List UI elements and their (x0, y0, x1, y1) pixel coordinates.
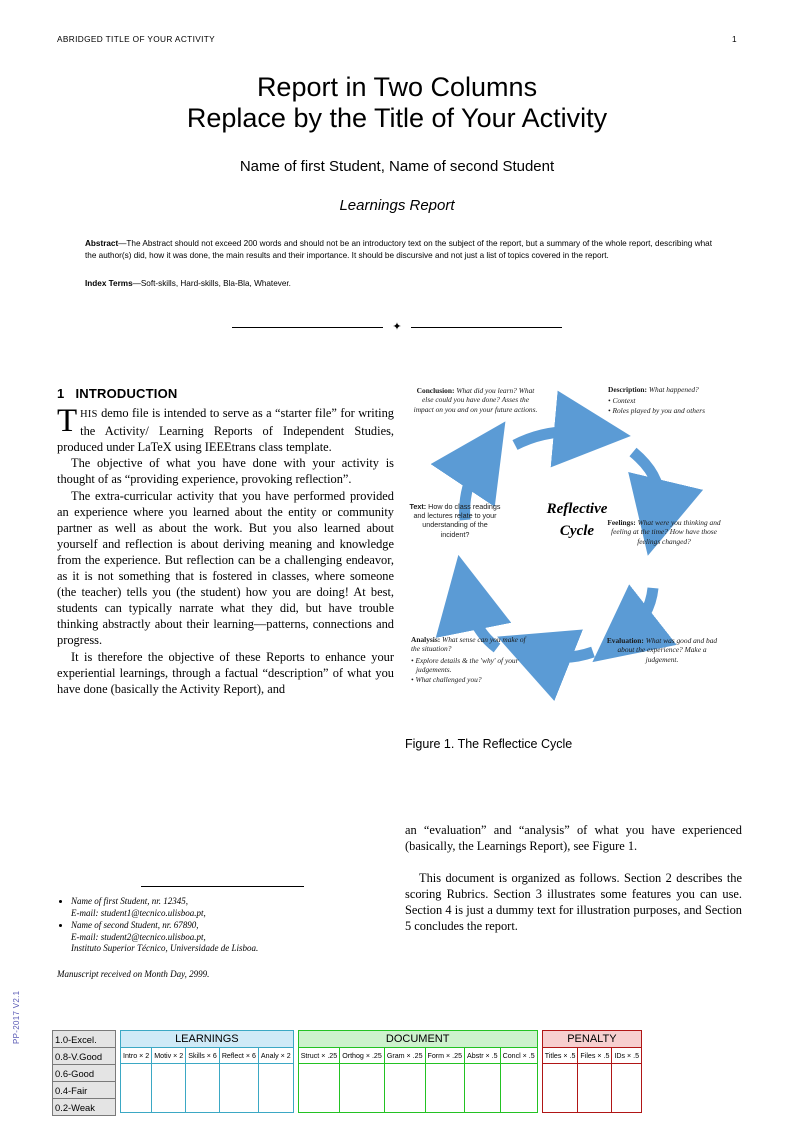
grade-row: 1.0-Excel. (53, 1031, 116, 1048)
title-block (57, 72, 737, 214)
student-2-affiliation: Instituto Superior Técnico, Universidade de Lisboa. (71, 943, 259, 954)
cycle-center-line-2: Cycle (559, 523, 595, 539)
grade-scale-table (52, 1030, 116, 1116)
score-cell[interactable] (121, 1064, 152, 1113)
ornament-divider (232, 322, 562, 333)
cycle-node-description-text: What happened? (648, 385, 699, 394)
cycle-node-text-label: Text: (409, 502, 427, 511)
column-header: Gram × .25 (384, 1048, 425, 1064)
cycle-node-conclusion-label: Conclusion: (416, 386, 455, 395)
grade-row: 0.2-Weak (53, 1099, 116, 1116)
rubric-group-penalty (542, 1030, 642, 1113)
student-2-name: Name of second Student, nr. 67890, (71, 920, 199, 931)
footnote-student-list (57, 896, 394, 955)
index-terms-text: Soft-skills, Hard-skills, Bla-Bla, Whatever. (140, 278, 291, 288)
running-head-title: ABRIDGED TITLE OF YOUR ACTIVITY (57, 34, 216, 44)
rubric-layout (52, 1030, 642, 1116)
author-list: Name of first Student, Name of second Student (239, 158, 555, 175)
grade-row: 0.4-Fair (53, 1082, 116, 1099)
cycle-node-evaluation-text: What was good and bad about the experience? Make a judgement. (617, 636, 718, 664)
rubric-grade-scale-cell (52, 1030, 116, 1116)
figure-reflective-cycle (405, 380, 745, 710)
score-cell[interactable] (152, 1064, 186, 1113)
list-item: • Explore details & the 'why' of your judgements. (411, 656, 536, 675)
score-cell[interactable] (384, 1064, 425, 1113)
score-cell[interactable] (542, 1064, 578, 1113)
divider-rule-right (411, 327, 562, 328)
column-header: Struct × .25 (298, 1048, 339, 1064)
section-title: INTRODUCTION (75, 386, 178, 401)
list-item (71, 896, 394, 919)
column-header: Intro × 2 (121, 1048, 152, 1064)
score-cell[interactable] (186, 1064, 220, 1113)
abstract-block (85, 238, 712, 290)
grade-row: 0.6-Good (53, 1065, 116, 1082)
list-item (71, 920, 394, 955)
section-number: 1 (57, 386, 65, 401)
abstract-dash: — (118, 239, 127, 248)
column-header: Concl × .5 (500, 1048, 537, 1064)
cycle-node-evaluation-label: Evaluation: (606, 636, 644, 645)
score-cell[interactable] (612, 1064, 642, 1113)
paragraph-intro-3: The extra-curricular activity that you have performed provided an experience where you learned about the entity or community partner as well as about the work. But you also learned about yourself and reflection is about deriving meaning and knowledge from the experience. But reflection can be a challenging endeavor, as it is not something that is fostered in classes, where someone (the teacher) tells you (the student) how you are doing! At best, students can typically narrate what they did, but have trouble thinking abstractly about their learning—patterns, connections and progress. (57, 488, 394, 648)
list-item: • Roles played by you and others (608, 406, 726, 415)
column-header: Analy × 2 (258, 1048, 293, 1064)
score-cell[interactable] (298, 1064, 339, 1113)
column-header: Titles × .5 (542, 1048, 578, 1064)
cycle-node-analysis-label: Analysis: (411, 635, 441, 644)
section-heading-introduction (57, 386, 394, 402)
drop-cap: T (57, 403, 78, 440)
cycle-node-feelings-label: Feelings: (607, 518, 636, 527)
cycle-node-analysis-text: What sense can you make of the situation? (411, 635, 526, 654)
rubric-group-document (298, 1030, 538, 1113)
group-header-penalty: PENALTY (542, 1031, 641, 1048)
cycle-center-title (523, 498, 631, 542)
rubric-group-penalty-cell (538, 1030, 642, 1116)
paragraph-intro-2: The objective of what you have done with your activity is thought of as “providing experience, provoking reflection”. (57, 456, 394, 487)
paragraph-intro-6: This document is organized as follows. Section 2 describes the scoring Rubrics. Section 3 illustrates some features you can use. Section 4 is just a dummy text for illustration purposes, and Section 5 concludes the report. (405, 871, 742, 934)
cycle-node-description (608, 385, 726, 415)
index-terms-paragraph (85, 278, 712, 290)
index-terms-dash: — (132, 278, 141, 288)
column-header: Abstr × .5 (465, 1048, 501, 1064)
score-cell[interactable] (425, 1064, 465, 1113)
group-header-learnings: LEARNINGS (121, 1031, 294, 1048)
score-cell[interactable] (258, 1064, 293, 1113)
cycle-node-conclusion (413, 386, 538, 414)
column-header: IDs × .5 (612, 1048, 642, 1064)
figure-caption: Figure 1. The Reflectice Cycle (405, 737, 573, 751)
column-header: Reflect × 6 (219, 1048, 258, 1064)
grade-row: 0.8-V.Good (53, 1048, 116, 1065)
manuscript-received: Manuscript received on Month Day, 2999. (57, 968, 210, 979)
small-caps-lead: HIS (80, 409, 98, 421)
cycle-node-description-bullets (608, 396, 726, 415)
score-cell[interactable] (578, 1064, 612, 1113)
cycle-node-evaluation (601, 636, 723, 664)
column-header: Form × .25 (425, 1048, 465, 1064)
column-header: Skills × 6 (186, 1048, 220, 1064)
score-cell[interactable] (465, 1064, 501, 1113)
paragraph-intro-1 (57, 405, 394, 455)
cycle-center-line-1: Reflective (546, 501, 608, 517)
diamond-star-icon: ✦ (392, 321, 402, 333)
cycle-node-text (409, 502, 501, 539)
rubric-group-learnings (120, 1030, 294, 1113)
paragraph-intro-4: It is therefore the objective of these Reports to enhance your experiential learnings, through a factual “description” of what you have done (basically the Activity Report), and (57, 649, 394, 696)
reflective-cycle-diagram (405, 380, 745, 710)
student-2-email: E-mail: student2@tecnico.ulisboa.pt, (71, 931, 206, 942)
footnote-block (57, 896, 394, 981)
cycle-node-text-text: How do class readings and lectures relate to your understanding of the incident? (413, 502, 501, 539)
cycle-node-conclusion-text: What did you learn? What else could you have done? Asses the impact on you and on your future actions. (413, 386, 538, 414)
score-cell[interactable] (500, 1064, 537, 1113)
footnote-rule (141, 886, 304, 887)
group-header-document: DOCUMENT (298, 1031, 537, 1048)
list-item: • What challenged you? (411, 675, 536, 684)
cycle-node-description-label: Description: (608, 385, 647, 394)
index-terms-label: Index Terms (85, 278, 133, 288)
page-number: 1 (732, 34, 737, 44)
column-left (57, 386, 394, 697)
paragraph-intro-1-rest: demo file is intended to serve as a “starter file” for writing the Activity/ Learning Reports of Independent Studies, produced under LaTeX using IEEEtrans class template. (57, 406, 394, 455)
abstract-paragraph (85, 238, 712, 263)
score-cell[interactable] (340, 1064, 385, 1113)
rubric-table (52, 1030, 642, 1116)
report-subtitle: Learnings Report (339, 197, 455, 214)
column-right (405, 822, 742, 935)
document-version-code: PP-2017 V2.1 (12, 990, 21, 1044)
column-header: Files × .5 (578, 1048, 612, 1064)
paper-title-line-1: Report in Two Columns (256, 72, 538, 102)
running-head (57, 34, 737, 44)
rubric-group-document-cell (294, 1030, 538, 1116)
cycle-node-feelings-text: What were you thinking and feeling at the time? How have those feelings changed? (611, 518, 721, 546)
divider-rule-left (232, 327, 383, 328)
list-item: • Context (608, 396, 726, 405)
paragraph-intro-5: an “evaluation” and “analysis” of what you have experienced (basically, the Learnings Report), see Figure 1. (405, 823, 742, 854)
rubric-group-learnings-cell (116, 1030, 294, 1116)
column-header: Motiv × 2 (152, 1048, 186, 1064)
score-cell[interactable] (219, 1064, 258, 1113)
abstract-label: Abstract (85, 239, 119, 248)
cycle-node-analysis (411, 635, 536, 684)
student-1-name: Name of first Student, nr. 12345, (71, 896, 189, 906)
abstract-text: The Abstract should not exceed 200 words and should not be an introductory text on the subject of the report, but a summary of the whole report, describing what the author(s) did, how it was done, the main results and their importance. It should be discursive and not just a list of topics covered in the report. (85, 239, 712, 261)
cycle-node-analysis-bullets (411, 656, 536, 684)
column-header: Orthog × .25 (340, 1048, 385, 1064)
student-1-email: E-mail: student1@tecnico.ulisboa.pt, (71, 907, 206, 918)
paper-title-line-2: Replace by the Title of Your Activity (186, 103, 608, 133)
